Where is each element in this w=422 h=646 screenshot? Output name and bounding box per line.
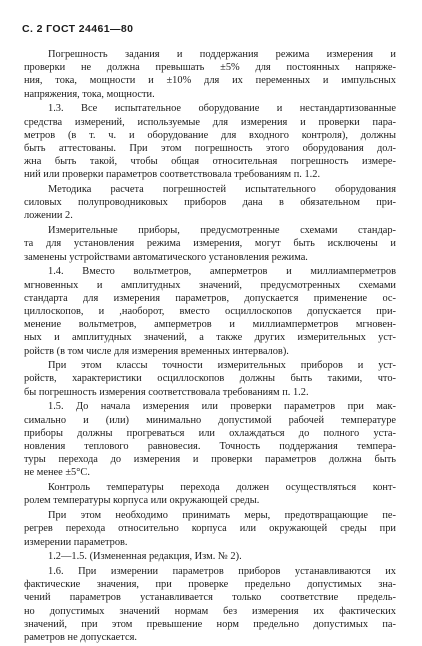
text-line: силовых полупроводниковых приборов дана в обязательном при-: [24, 197, 396, 209]
paragraph: [24, 359, 396, 399]
text-line: стандарта для измерения параметров, допускается применение ос-: [24, 292, 396, 304]
text-line: ния, тока, мощности и ±10% для их переменных и импульсных: [24, 75, 396, 87]
text-line: измерении параметров.: [24, 536, 128, 548]
text-line: быть аттестованы. При этом погрешность этого оборудования дол-: [24, 142, 396, 154]
text-line: напряжения, тока, мощности.: [24, 88, 155, 100]
text-line: метров (в т. ч. и оборудование для входного контроля), должны: [24, 129, 396, 141]
text-line: мгновенных и амплитудных значений, предусмотренных схемами: [24, 279, 396, 291]
text-line: 1.2—1.5. (Измененная редакция, Изм. № 2).: [48, 551, 242, 563]
text-line: не менее ±5°С.: [24, 467, 90, 479]
text-line: раметров не допускается.: [24, 632, 137, 643]
text-line: заменены устройствами автоматического установления режима.: [24, 251, 308, 263]
paragraph: [24, 550, 396, 563]
text-line: Методика расчета погрешностей испытательного оборудования: [48, 184, 396, 196]
paragraph: [24, 481, 396, 507]
paragraph: [24, 400, 396, 479]
text-line: Погрешность задания и поддержания режима измерения и: [48, 49, 396, 60]
text-line: ных и амплитудных значений, а также других измерительных уст-: [24, 332, 396, 344]
text-line: туры перехода до измерения и проверки параметров должна быть: [24, 454, 396, 466]
text-line: значений, при этом превышение норм предельно допустимых па-: [24, 618, 396, 630]
text-line: 1.6. При измерении параметров приборов устанавливаются их: [48, 566, 396, 578]
text-line: При этом классы точности измерительных приборов и уст-: [48, 360, 396, 372]
text-line: средства измерений, используемые для измерения и проверки пара-: [24, 116, 396, 128]
text-line: бы погрешность измерения соответствовала требованиям п. 1.2.: [24, 386, 309, 398]
text-line: ний или проверки параметров соответствовала требованиям п. 1.2.: [24, 169, 321, 181]
paragraph: [24, 102, 396, 181]
text-line: проверки не должна превышать ±5% для постоянных напряже-: [24, 62, 396, 74]
paragraph: [24, 183, 396, 223]
text-line: Измерительные приборы, предусмотренные схемами стандар-: [48, 225, 396, 237]
text-line: чений параметров устанавливается только соответствие предель-: [24, 592, 396, 604]
page-header: С. 2 ГОСТ 24461—80: [22, 23, 134, 35]
paragraph: [24, 48, 396, 101]
text-line: новления теплового равновесия. Точность поддержания темпера-: [24, 441, 396, 452]
text-line: Контроль температуры перехода должен осуществляться конт-: [48, 482, 396, 494]
text-line: симально и (или) минимально допустимой рабочей температуре: [24, 414, 396, 426]
paragraph: [24, 265, 396, 357]
text-line: При этом необходимо принимать меры, предотвращающие пе-: [48, 510, 396, 522]
text-line: ложении 2.: [24, 210, 73, 222]
text-line: та для установления режима измерения, могут быть исключены и: [24, 238, 396, 250]
text-line: 1.4. Вместо вольтметров, амперметров и миллиамперметров: [48, 266, 396, 278]
text-line: циллоскопов, и ,наоборот, вместо осциллоскопов допускается при-: [24, 305, 396, 317]
text-line: 1.3. Все испытательное оборудование и нестандартизованные: [48, 103, 396, 115]
text-line: ройств, характеристики осциллоскопов должны быть такими, что-: [24, 373, 396, 385]
paragraph: [24, 224, 396, 264]
text-line: жна быть такой, чтобы общая относительная погрешность измере-: [24, 156, 396, 168]
text-line: ролем температуры корпуса или окружающей среды.: [24, 495, 260, 507]
text-line: приборы должны прогреваться или охлаждаться до полного уста-: [24, 427, 396, 439]
text-line: регрев перехода относительно корпуса или окружающей среды при: [24, 523, 396, 535]
paragraph: [24, 565, 396, 644]
paragraph: [24, 509, 396, 549]
text-line: фактические значения, при проверке предельно допустимых зна-: [24, 579, 396, 591]
text-line: 1.5. До начала измерения или проверки параметров при мак-: [48, 401, 396, 413]
text-line: менение вольтметров, амперметров и миллиамперметров мгновен-: [24, 319, 396, 331]
text-line: но допустимых значений нормам без измерения их фактических: [24, 605, 396, 617]
document-body: [24, 48, 396, 646]
text-line: ройств (в том числе для измерения временных интервалов).: [24, 345, 289, 357]
